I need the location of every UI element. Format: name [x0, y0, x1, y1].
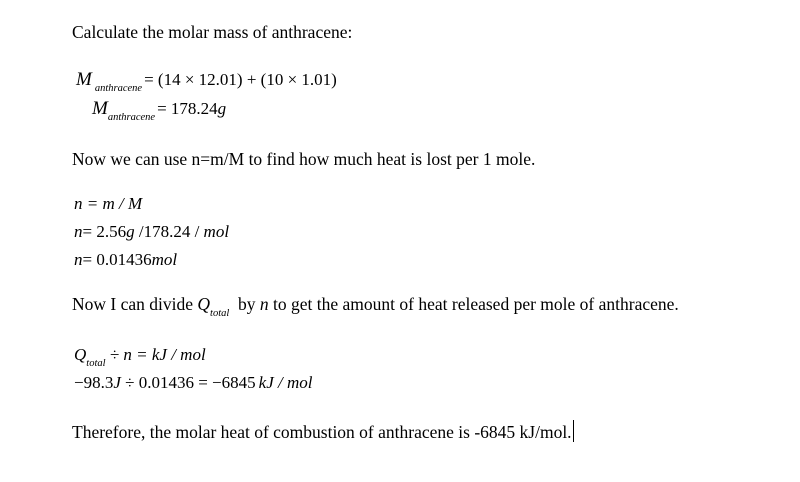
symbol-q: Q [74, 345, 87, 364]
equation-part: = 0.01436 [82, 250, 152, 269]
unit-joules: J [113, 373, 121, 392]
equation-q-over-n-result [74, 373, 312, 393]
equation-n-result [74, 250, 177, 270]
text-cursor [573, 420, 574, 442]
equation-molar-mass-result [92, 99, 226, 122]
unit-mol: mol [199, 222, 230, 241]
conclusion-text: Therefore, the molar heat of combustion of anthracene is -6845 kJ/mol. [72, 422, 572, 442]
unit-mol: mol [151, 250, 178, 269]
paragraph-divide-q-by-n [72, 294, 679, 318]
symbol-n: n [74, 222, 83, 241]
unit-kj-per-mol: kJ / mol [258, 373, 313, 392]
equation-part: /178.24 / [134, 222, 200, 241]
equation-part: = 2.56 [82, 222, 127, 241]
equation-molar-mass-expansion [76, 70, 337, 93]
text-segment: Now I can divide [72, 294, 198, 314]
equation-q-over-n [74, 345, 206, 368]
subscript-total: total [86, 358, 106, 369]
symbol-n: n [74, 250, 83, 269]
paragraph-conclusion[interactable] [72, 420, 574, 442]
text-segment: by [229, 294, 260, 314]
unit-grams: g [126, 222, 135, 241]
subscript-anthracene: anthracene [107, 112, 156, 123]
paragraph-use-n-formula: Now we can use n=m/M to find how much heat is lost per 1 mole. [72, 149, 536, 169]
symbol-m: M [92, 98, 108, 119]
equation-part: −98.3 [74, 373, 114, 392]
equation-n-substitution [74, 222, 229, 242]
subscript-total: total [210, 308, 230, 319]
equation-rhs: = 178.24 [157, 99, 218, 118]
symbol-n: n [259, 294, 269, 314]
heading-text: Calculate the molar mass of anthracene: [72, 22, 353, 42]
symbol-q: Q [197, 294, 211, 314]
equation-rhs: = (14 × 12.01) + (10 × 1.01) [144, 70, 337, 89]
unit-grams: g [217, 99, 227, 118]
text-segment: to get the amount of heat released per mole of anthracene. [268, 294, 679, 314]
subscript-anthracene: anthracene [94, 83, 143, 94]
equation-part: ÷ 0.01436 = −6845 [120, 373, 256, 392]
equation-part: ÷ n = kJ / mol [105, 345, 206, 364]
symbol-m: M [76, 69, 92, 90]
equation-n-definition: n = m / M [74, 194, 143, 213]
